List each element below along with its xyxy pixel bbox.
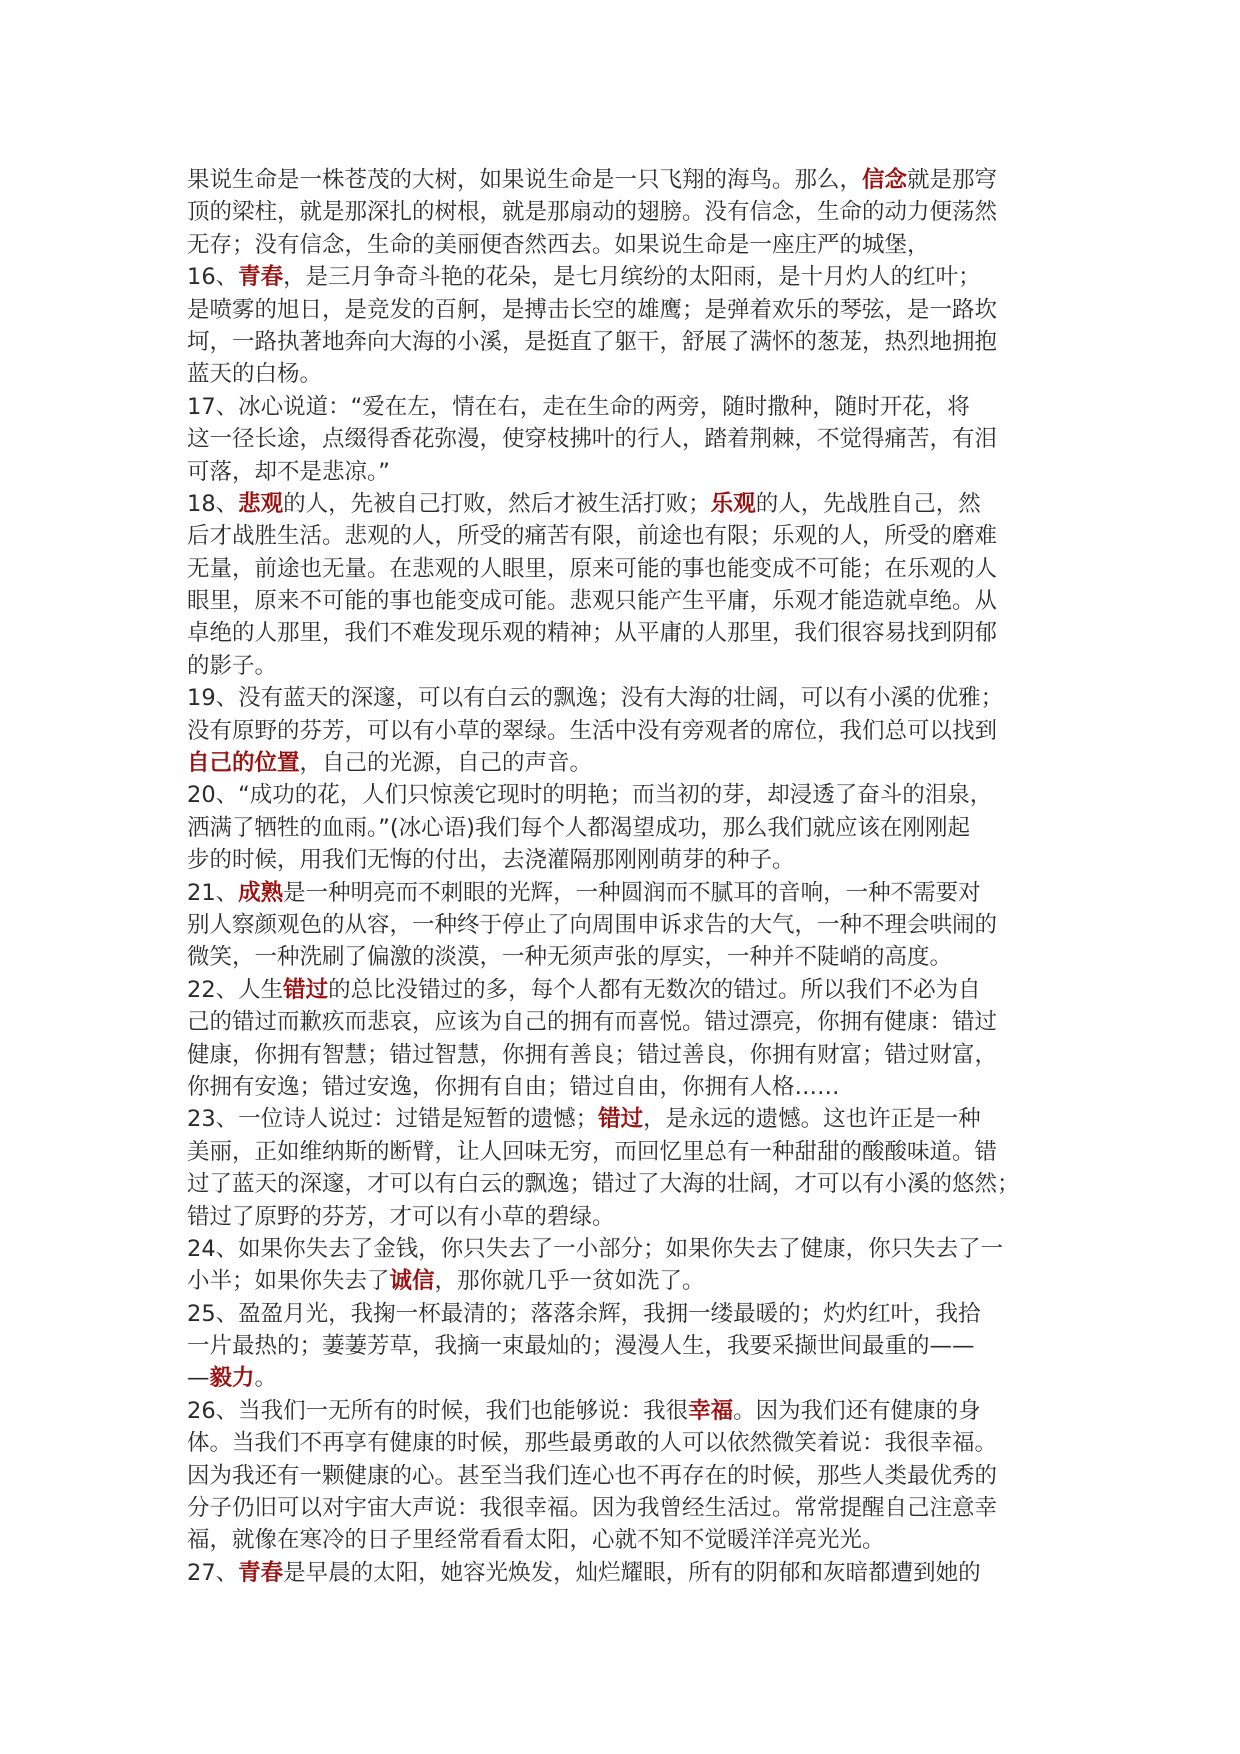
text-run: 己的错过而歉疚而悲哀，应该为自己的拥有而喜悦。错过漂亮，你拥有健康：错过 (187, 1009, 998, 1036)
text-line (187, 1298, 1067, 1330)
text-line (187, 1168, 1067, 1200)
text-line (187, 877, 1067, 909)
highlighted-keyword: 青春 (238, 1559, 284, 1586)
text-line (187, 1362, 1067, 1394)
text-run: 顶的梁柱，就是那深扎的树根，就是那扇动的翅膀。没有信念，生命的动力便荡然 (187, 199, 998, 226)
text-run: 坷，一路执著地奔向大海的小溪，是挺直了躯干，舒展了满怀的葱茏，热烈地拥抱 (187, 328, 998, 355)
text-run: 你拥有安逸；错过安逸，你拥有自由；错过自由，你拥有人格…… (187, 1073, 840, 1100)
text-line (187, 779, 1067, 811)
text-run: 因为我还有一颗健康的心。甚至当我们连心也不再存在的时候，那些人类最优秀的 (187, 1462, 998, 1489)
text-line (187, 294, 1067, 326)
highlighted-keyword: 青春 (238, 264, 284, 291)
text-run: 这一径长途，点缀得香花弥漫，使穿枝拂叶的行人，踏着荆棘，不觉得痛苦，有泪 (187, 426, 998, 453)
highlighted-keyword: 毅力 (209, 1365, 255, 1392)
text-run: 微笑，一种洗刷了偏激的淡漠，一种无须声张的厚实，一种并不陡峭的高度。 (187, 944, 953, 971)
text-line (187, 1039, 1067, 1071)
text-line (187, 682, 1067, 714)
text-line (187, 326, 1067, 358)
text-run: 18、 (187, 490, 239, 517)
text-run: 是一种明亮而不刺眼的光辉，一种圆润而不腻耳的音响，一种不需要对 (283, 879, 981, 906)
text-line (187, 456, 1067, 488)
text-run: 就是那穹 (907, 167, 998, 193)
text-run: 20、“成功的花，人们只惊羡它现时的明艳；而当初的芽，却浸透了奋斗的泪泉， (187, 782, 993, 809)
text-line (187, 1330, 1067, 1362)
text-run: 一片最热的；萋萋芳草，我摘一束最灿的；漫漫人生，我要采撷世间最重的—— (187, 1333, 975, 1360)
text-run: 的总比没错过的多，每个人都有无数次的错过。所以我们不必为自 (328, 976, 981, 1003)
text-run: ，是三月争奇斗艳的花朵，是七月缤纷的太阳雨，是十月灼人的红叶； (283, 264, 981, 291)
text-run: 眼里，原来不可能的事也能变成可能。悲观只能产生平庸，乐观才能造就卓绝。从 (187, 588, 998, 615)
text-run: 小半；如果你失去了 (187, 1268, 390, 1295)
text-run: 22、人生 (187, 976, 284, 1003)
text-run: 无存；没有信念，生命的美丽便杳然西去。如果说生命是一座庄严的城堡， (187, 231, 930, 258)
text-run: 24、如果你失去了金钱，你只失去了一小部分；如果你失去了健康，你只失去了一 (187, 1235, 1004, 1262)
text-run: 21、 (187, 879, 239, 906)
highlighted-keyword: 错过 (283, 976, 329, 1003)
text-line (187, 1492, 1067, 1524)
text-line (187, 423, 1067, 455)
text-line (187, 1427, 1067, 1459)
text-run: 的人，先被自己打败，然后才被生活打败； (283, 490, 711, 517)
text-line (187, 650, 1067, 682)
text-line (187, 617, 1067, 649)
text-run: 分子仍旧可以对宇宙大声说：我很幸福。因为我曾经生活过。常常提醒自己注意幸 (187, 1495, 998, 1522)
text-line (187, 715, 1067, 747)
highlighted-keyword: 信念 (862, 167, 908, 193)
text-run: 是喷雾的旭日，是竞发的百舸，是搏击长空的雄鹰；是弹着欢乐的琴弦，是一路坎 (187, 296, 998, 323)
text-run: ，是永远的遗憾。这也许正是一种 (643, 1106, 981, 1133)
text-run: 体。当我们不再享有健康的时候，那些最勇敢的人可以依然微笑着说：我很幸福。 (187, 1430, 998, 1457)
text-run: ，自己的光源，自己的声音。 (299, 750, 593, 777)
highlighted-keyword: 自己的位置 (187, 750, 300, 777)
highlighted-keyword: 诚信 (389, 1268, 435, 1295)
text-run: 美丽，正如维纳斯的断臂，让人回味无穷，而回忆里总有一种甜甜的酸酸味道。错 (187, 1138, 998, 1165)
text-run: ，那你就几乎一贫如洗了。 (434, 1268, 705, 1295)
text-line (187, 812, 1067, 844)
text-run: 后才战胜生活。悲观的人，所受的痛苦有限，前途也有限；乐观的人，所受的磨难 (187, 523, 998, 550)
text-line (187, 553, 1067, 585)
text-run: 。 (254, 1365, 278, 1392)
text-line (187, 1557, 1067, 1589)
text-run: 别人察颜观色的从容，一种终于停止了向周围申诉求告的大气，一种不理会哄闹的 (187, 911, 998, 938)
highlighted-keyword: 错过 (598, 1106, 644, 1133)
text-run: 是早晨的太阳，她容光焕发，灿烂耀眼，所有的阴郁和灰暗都遭到她的 (283, 1559, 981, 1586)
text-line (187, 520, 1067, 552)
text-line (187, 229, 1067, 261)
highlighted-keyword: 悲观 (238, 490, 284, 517)
text-line (187, 1103, 1067, 1135)
text-line (187, 941, 1067, 973)
text-run: 没有原野的芬芳，可以有小草的翠绿。生活中没有旁观者的席位，我们总可以找到 (187, 717, 998, 744)
text-line (187, 164, 1067, 196)
text-run: 。因为我们还有健康的身 (733, 1397, 981, 1424)
text-run: 过了蓝天的深邃，才可以有白云的飘逸；错过了大海的壮阔，才可以有小溪的悠然； (187, 1171, 1020, 1198)
text-line (187, 1201, 1067, 1233)
text-run: 无量，前途也无量。在悲观的人眼里，原来可能的事也能变成不可能；在乐观的人 (187, 555, 998, 582)
highlighted-keyword: 幸福 (688, 1397, 734, 1424)
text-run: 洒满了牺牲的血雨。”(冰心语)我们每个人都渴望成功，那么我们就应该在刚刚起 (187, 814, 970, 841)
text-line (187, 488, 1067, 520)
text-line (187, 974, 1067, 1006)
text-run: 17、冰心说道：“爱在左，情在右，走在生命的两旁，随时撒种，随时开花，将 (187, 393, 970, 420)
text-run: 卓绝的人那里，我们不难发现乐观的精神；从平庸的人那里，我们很容易找到阴郁 (187, 620, 998, 647)
text-run: — (187, 1365, 210, 1392)
text-line (187, 1006, 1067, 1038)
text-line (187, 585, 1067, 617)
text-line (187, 1460, 1067, 1492)
text-run: 25、盈盈月光，我掬一杯最清的；落落余辉，我拥一缕最暖的；灼灼红叶，我拾 (187, 1300, 981, 1327)
text-line (187, 844, 1067, 876)
text-run: 19、没有蓝天的深邃，可以有白云的飘逸；没有大海的壮阔，可以有小溪的优雅； (187, 685, 1004, 712)
text-line (187, 747, 1067, 779)
text-run: 果说生命是一株苍茂的大树，如果说生命是一只飞翔的海鸟。那么， (187, 167, 863, 193)
text-line (187, 1524, 1067, 1556)
text-run: 错过了原野的芬芳，才可以有小草的碧绿。 (187, 1203, 615, 1230)
text-run: 健康，你拥有智慧；错过智慧，你拥有善良；错过善良，你拥有财富；错过财富， (187, 1041, 998, 1068)
text-line (187, 1395, 1067, 1427)
text-run: 福，就像在寒冷的日子里经常看看太阳，心就不知不觉暖洋洋亮光光。 (187, 1527, 885, 1554)
highlighted-keyword: 乐观 (710, 490, 756, 517)
text-line (187, 1136, 1067, 1168)
text-run: 步的时候，用我们无悔的付出，去浇灌隔那刚刚萌芽的种子。 (187, 847, 795, 874)
highlighted-keyword: 成熟 (238, 879, 284, 906)
document-page (187, 164, 1067, 1589)
text-run: 的影子。 (187, 652, 278, 679)
text-line (187, 909, 1067, 941)
text-run: 16、 (187, 264, 239, 291)
text-run: 23、一位诗人说过：过错是短暂的遗憾； (187, 1106, 599, 1133)
text-run: 蓝天的白杨。 (187, 361, 323, 388)
text-line (187, 1071, 1067, 1103)
text-run: 的人，先战胜自己，然 (755, 490, 981, 517)
text-line (187, 1265, 1067, 1297)
text-run: 可落，却不是悲凉。” (187, 458, 390, 485)
text-line (187, 261, 1067, 293)
text-run: 26、当我们一无所有的时候，我们也能够说：我很 (187, 1397, 689, 1424)
text-line (187, 358, 1067, 390)
text-line (187, 1233, 1067, 1265)
text-run: 27、 (187, 1559, 239, 1586)
text-line (187, 391, 1067, 423)
text-line (187, 196, 1067, 228)
